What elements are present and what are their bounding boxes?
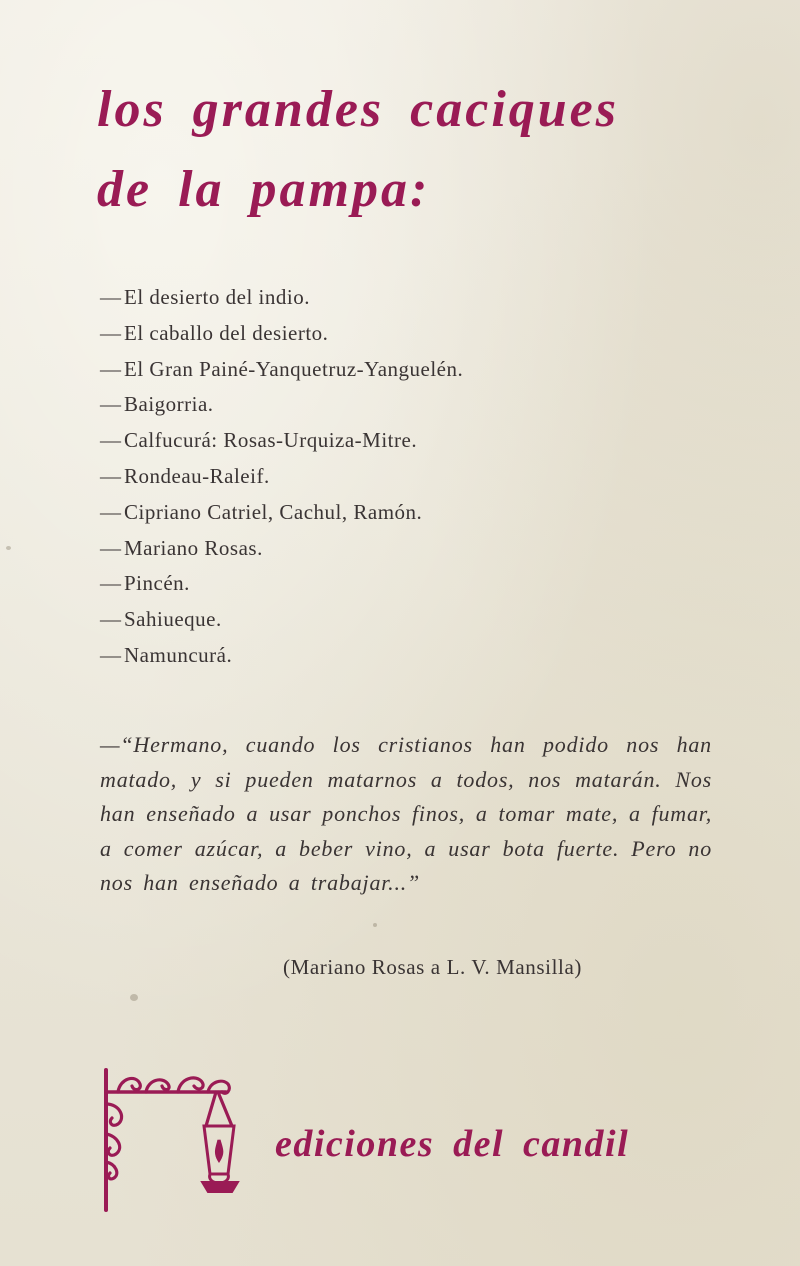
contents-item-label: Rondeau-Raleif. bbox=[124, 463, 270, 488]
contents-item-label: Calfucurá: Rosas-Urquiza-Mitre. bbox=[124, 428, 418, 453]
contents-item-label: El caballo del desierto. bbox=[124, 320, 329, 345]
quote-text: —“Hermano, cuando los cristianos han podido nos han matado, y si pueden matarnos a todos, nos matarán. Nos han enseñado a usar ponchos finos, a tomar mate, a fumar, a comer azúcar, a beber vino, a usar bota fuerte. Pero no nos han enseñado a trabajar...” bbox=[100, 732, 712, 895]
item-dash: — bbox=[100, 428, 122, 453]
contents-item-label: Baigorria. bbox=[124, 392, 214, 417]
contents-item bbox=[100, 316, 660, 352]
contents-item bbox=[100, 495, 660, 531]
item-dash: — bbox=[100, 285, 122, 309]
contents-item bbox=[100, 280, 660, 316]
item-dash: — bbox=[100, 320, 122, 345]
paper-speck bbox=[130, 994, 138, 1001]
contents-item-label: Sahiueque. bbox=[124, 607, 222, 632]
contents-item-label: Cipriano Catriel, Cachul, Ramón. bbox=[124, 499, 423, 524]
candil-lamp-icon bbox=[98, 1064, 258, 1214]
item-dash: — bbox=[100, 571, 122, 596]
item-dash: — bbox=[100, 607, 122, 632]
item-dash: — bbox=[100, 392, 122, 417]
item-dash: — bbox=[100, 499, 122, 524]
contents-item bbox=[100, 352, 660, 388]
contents-item bbox=[100, 423, 660, 459]
paper-speck bbox=[6, 546, 11, 550]
contents-item bbox=[100, 531, 660, 567]
contents-item-label: El desierto del indio. bbox=[124, 285, 310, 309]
quote-attribution: (Mariano Rosas a L. V. Mansilla) bbox=[283, 955, 582, 979]
contents-item bbox=[100, 638, 660, 674]
contents-list bbox=[100, 280, 660, 674]
paper-speck bbox=[373, 923, 377, 927]
contents-item-label: El Gran Painé-Yanquetruz-Yanguelén. bbox=[124, 356, 464, 381]
contents-item bbox=[100, 566, 660, 602]
item-dash: — bbox=[100, 463, 122, 488]
item-dash: — bbox=[100, 356, 122, 381]
contents-item-label: Pincén. bbox=[124, 571, 190, 596]
title-line-2: de la pampa: bbox=[97, 161, 431, 218]
contents-item bbox=[100, 387, 660, 423]
contents-item-label: Mariano Rosas. bbox=[124, 535, 263, 560]
contents-item-label: Namuncurá. bbox=[124, 642, 233, 667]
title-line-1: los grandes caciques bbox=[97, 81, 619, 138]
contents-item bbox=[100, 459, 660, 495]
publisher-name: ediciones del candil bbox=[275, 1123, 630, 1165]
item-dash: — bbox=[100, 642, 122, 667]
contents-item bbox=[100, 602, 660, 638]
item-dash: — bbox=[100, 535, 122, 560]
cover-title bbox=[97, 70, 737, 230]
